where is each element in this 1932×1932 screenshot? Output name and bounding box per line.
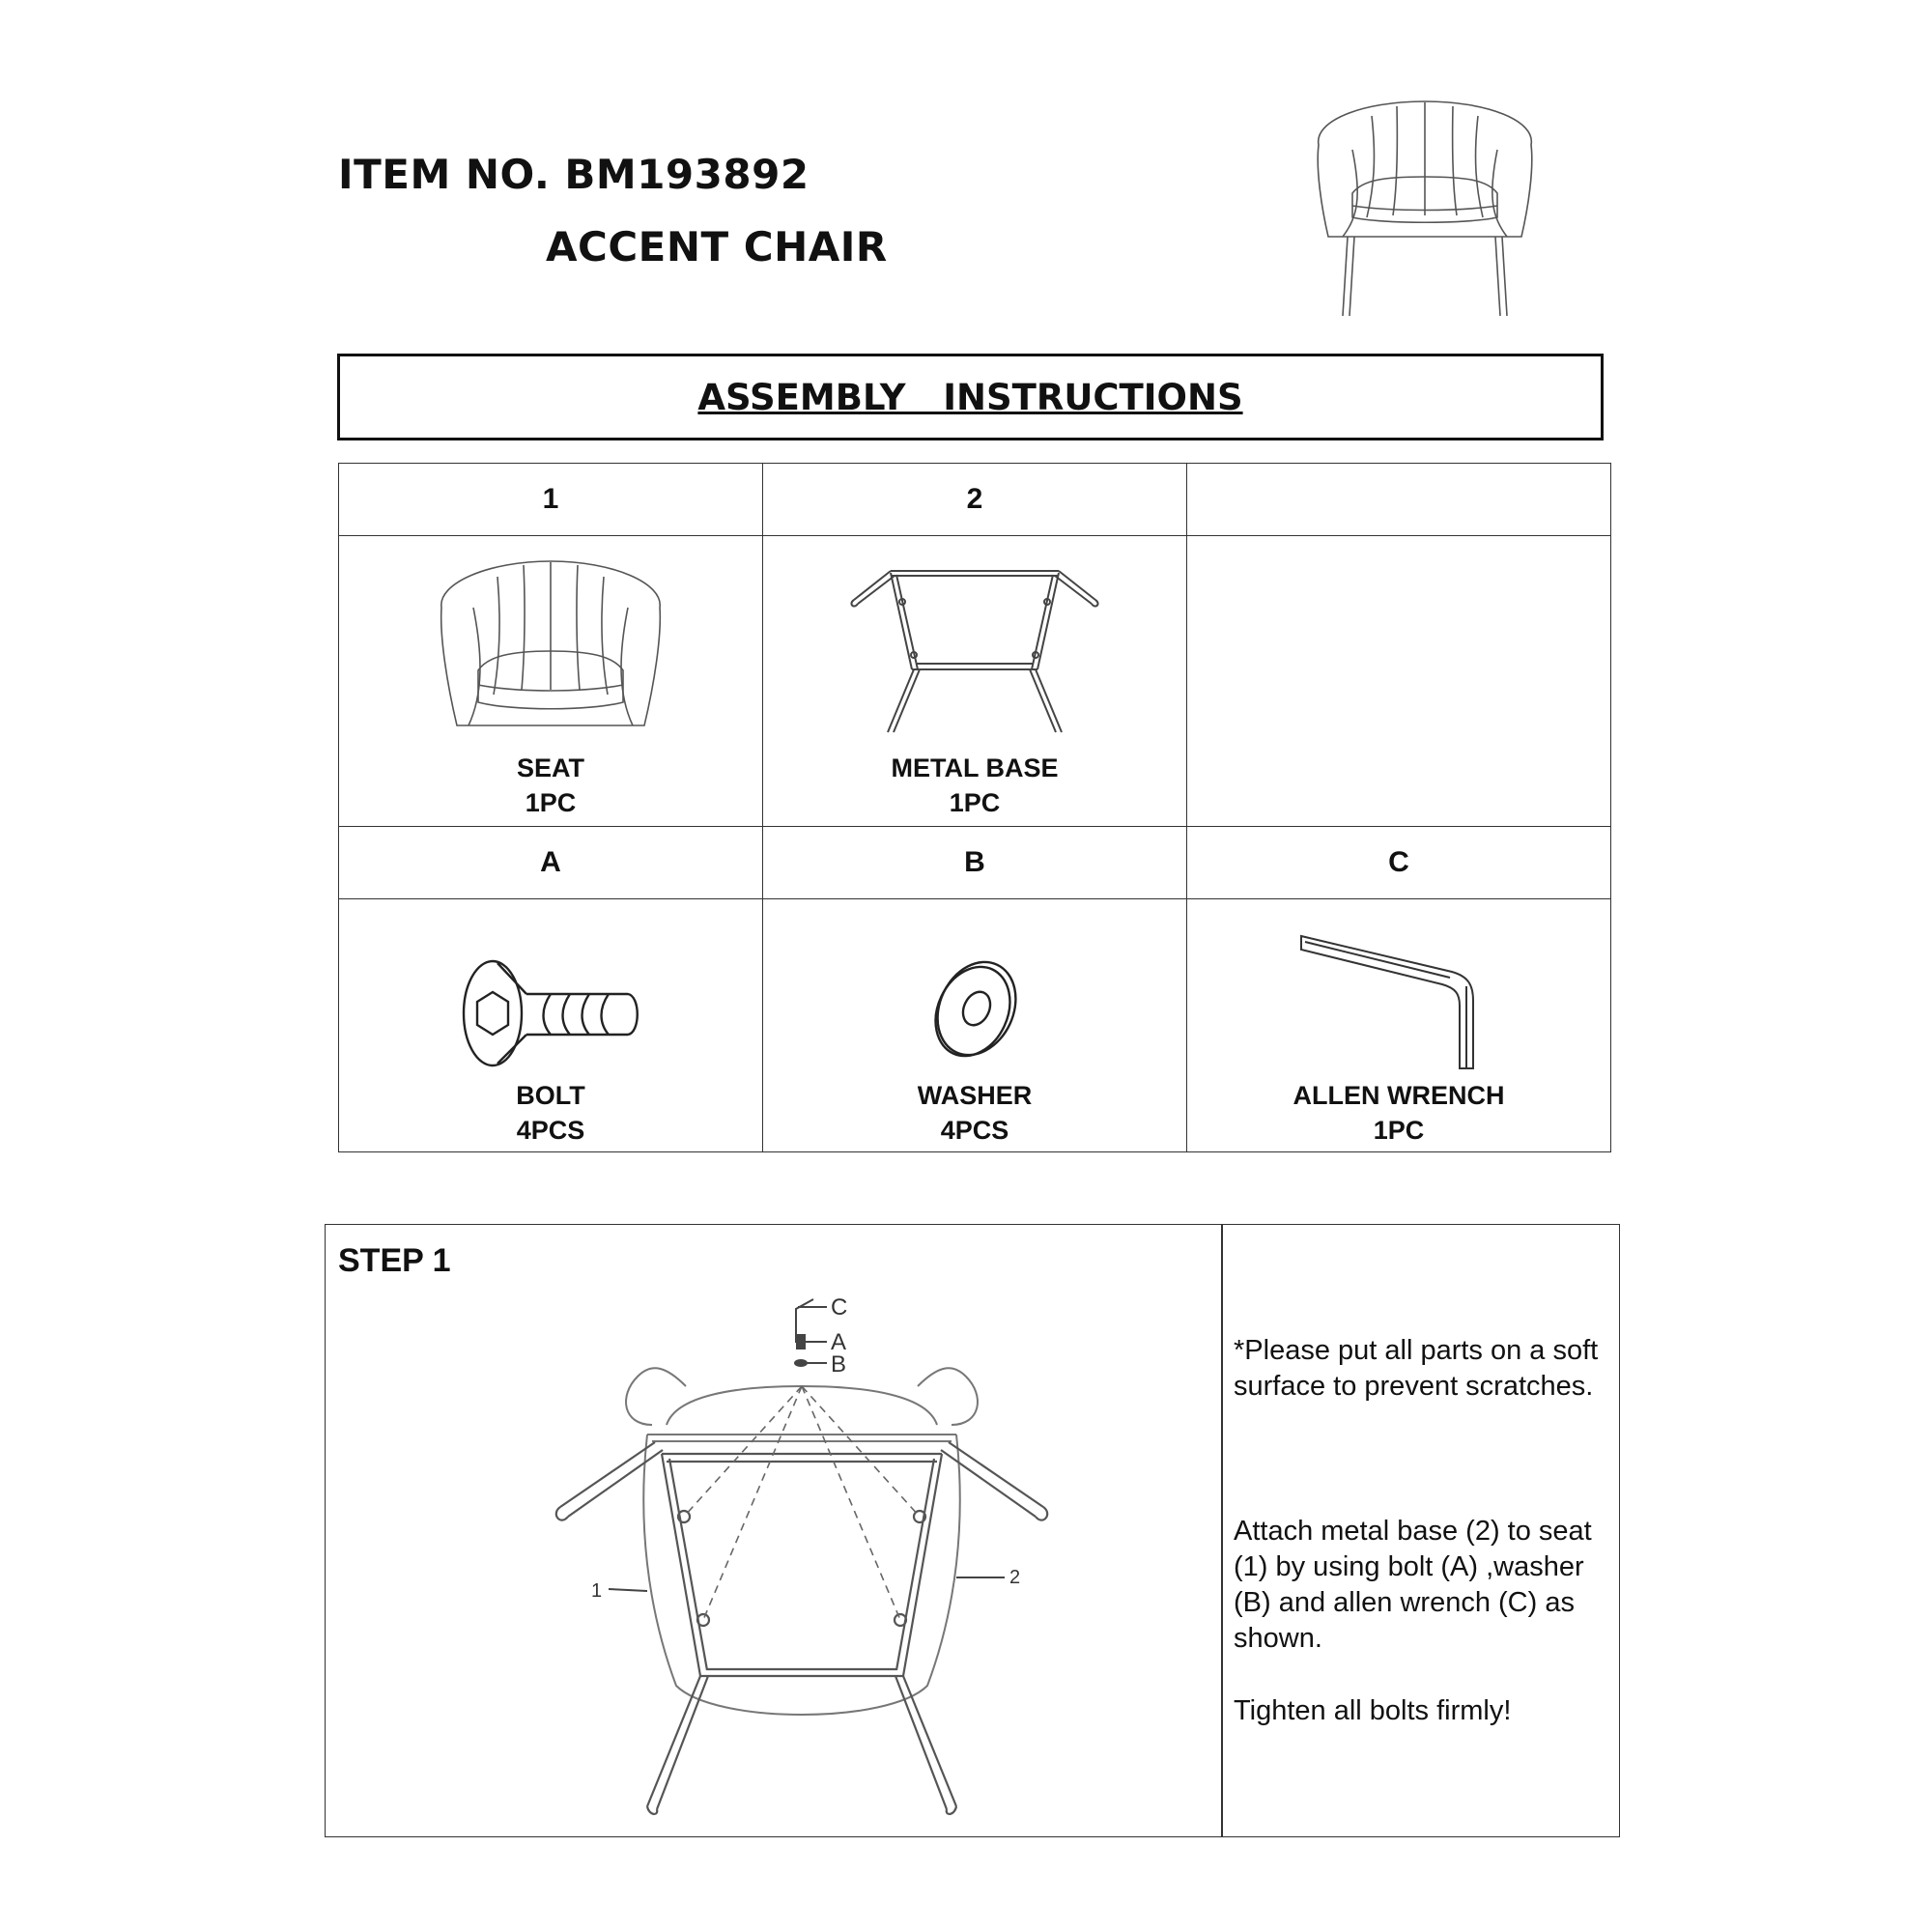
- part-name-bolt: BOLT: [516, 1080, 585, 1110]
- item-number: ITEM NO. BM193892: [338, 151, 810, 198]
- callout-seat: 1: [591, 1580, 603, 1602]
- part-key-b: B: [763, 826, 1187, 898]
- part-key-1: 1: [339, 464, 763, 536]
- note-tighten-bolts: Tighten all bolts firmly!: [1234, 1695, 1512, 1726]
- part-key-a: A: [339, 826, 763, 898]
- part-qty-bolt: 4PCS: [516, 1115, 585, 1145]
- step-title: STEP 1: [338, 1242, 451, 1279]
- part-cell-allen-wrench: [1187, 898, 1611, 1151]
- accent-chair-illustration: [1304, 92, 1546, 324]
- product-name: ACCENT CHAIR: [546, 223, 888, 270]
- note-attach-instructions: Attach metal base (2) to seat (1) by using bolt (A) ,washer (B) and allen wrench (C) as shown.: [1234, 1516, 1592, 1654]
- assembly-instructions-banner: [337, 354, 1604, 440]
- part-key-c: C: [1187, 826, 1611, 898]
- banner-title: ASSEMBLY INSTRUCTIONS: [697, 376, 1243, 418]
- allen-wrench-icon: [1297, 928, 1500, 1073]
- part-cell-washer: [763, 898, 1187, 1151]
- step-divider: [1221, 1224, 1223, 1837]
- part-name-allen-wrench: ALLEN WRENCH: [1293, 1080, 1505, 1110]
- part-key-empty: [1187, 464, 1611, 536]
- part-qty-washer: 4PCS: [940, 1115, 1009, 1145]
- part-name-metal-base: METAL BASE: [891, 753, 1059, 783]
- callout-a: A: [831, 1329, 847, 1355]
- part-name-washer: WASHER: [917, 1080, 1033, 1110]
- part-qty-seat: 1PC: [525, 788, 577, 818]
- note-soft-surface: *Please put all parts on a soft surface to prevent scratches.: [1234, 1335, 1599, 1402]
- callout-base: 2: [1009, 1567, 1021, 1588]
- part-name-seat: SEAT: [516, 753, 584, 783]
- bolt-icon: [459, 955, 642, 1071]
- callout-c: C: [831, 1294, 848, 1321]
- callout-b: B: [831, 1351, 847, 1378]
- part-cell-empty: [1187, 536, 1611, 826]
- part-cell-bolt: [339, 898, 763, 1151]
- part-qty-metal-base: 1PC: [949, 788, 1001, 818]
- part-cell-seat: [339, 536, 763, 826]
- part-qty-allen-wrench: 1PC: [1373, 1115, 1425, 1145]
- seat-illustration: [430, 550, 671, 733]
- part-cell-metal-base: [763, 536, 1187, 826]
- part-key-2: 2: [763, 464, 1187, 536]
- step-1-assembly-diagram: [541, 1280, 1063, 1821]
- washer-icon: [926, 955, 1023, 1062]
- metal-base-illustration: [844, 563, 1105, 737]
- parts-table: [338, 463, 1611, 1152]
